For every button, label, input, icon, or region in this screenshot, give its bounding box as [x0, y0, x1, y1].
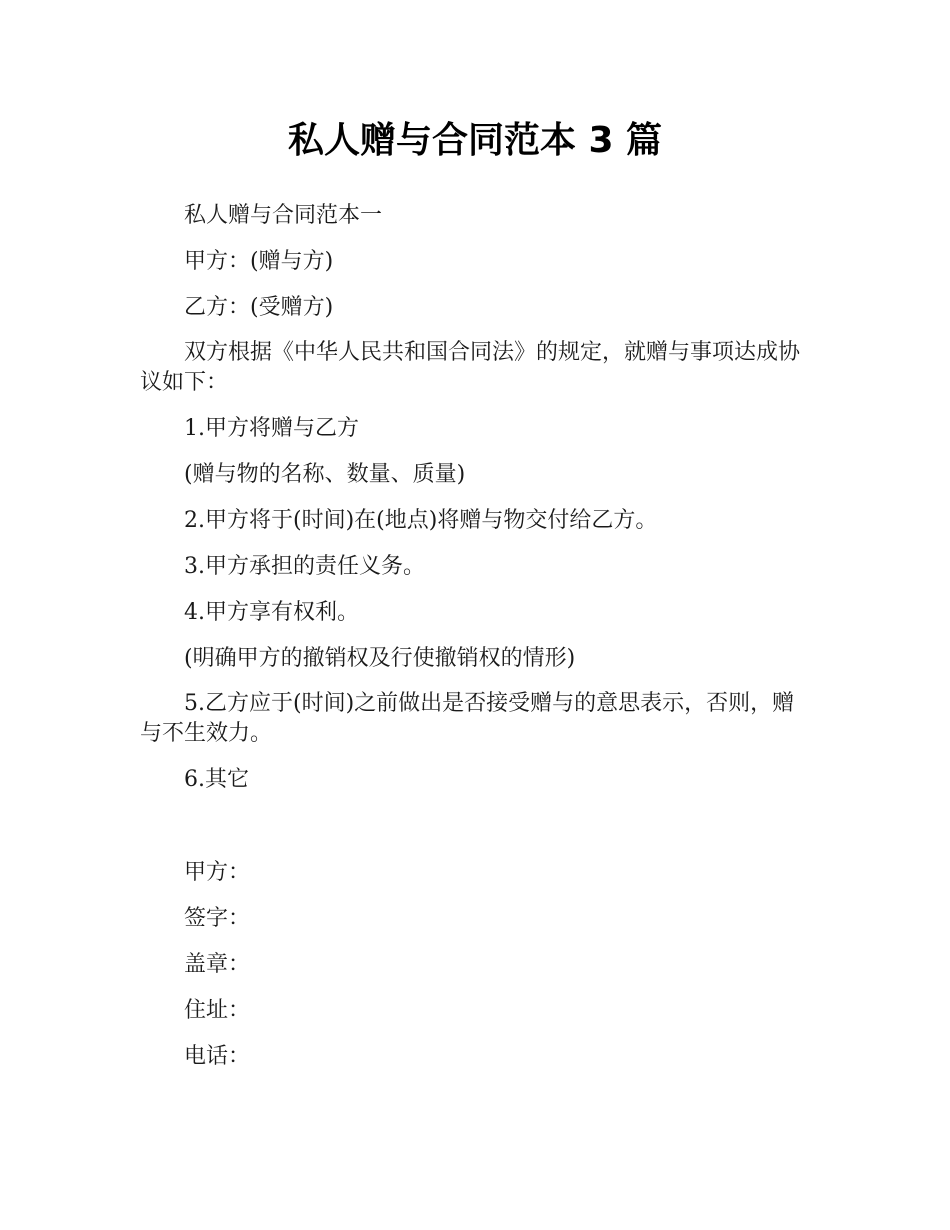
- party-a-line: 甲方：(赠与方): [184, 249, 334, 274]
- clause-4-detail: (明确甲方的撤销权及行使撤销权的情形): [184, 646, 576, 671]
- signature-seal: 盖章：: [184, 952, 251, 977]
- clause-1-detail: (赠与物的名称、数量、质量): [184, 462, 466, 487]
- clause-5: 5.乙方应于(时间)之前做出是否接受赠与的意思表示，否则，赠与不生效力。: [140, 691, 795, 746]
- signature-phone: 电话：: [184, 1044, 251, 1069]
- clause-1: 1.甲方将赠与乙方: [184, 416, 359, 441]
- document-body: [140, 200, 810, 1087]
- signature-address: 住址：: [184, 998, 251, 1023]
- clause-4: 4.甲方享有权利。: [184, 600, 359, 625]
- party-b-line: 乙方：(受赠方): [184, 295, 334, 320]
- clause-2: 2.甲方将于(时间)在(地点)将赠与物交付给乙方。: [184, 508, 658, 533]
- signature-spacer: [140, 810, 810, 857]
- document-title: 私人赠与合同范本 3 篇: [287, 120, 663, 161]
- agreement-intro: 双方根据《中华人民共和国合同法》的规定，就赠与事项达成协议如下：: [140, 340, 801, 395]
- clause-6: 6.其它: [184, 767, 249, 792]
- clause-3: 3.甲方承担的责任义务。: [184, 554, 425, 579]
- signature-party-a: 甲方：: [184, 860, 251, 885]
- signature-sign: 签字：: [184, 906, 251, 931]
- section-heading: 私人赠与合同范本一: [184, 203, 383, 228]
